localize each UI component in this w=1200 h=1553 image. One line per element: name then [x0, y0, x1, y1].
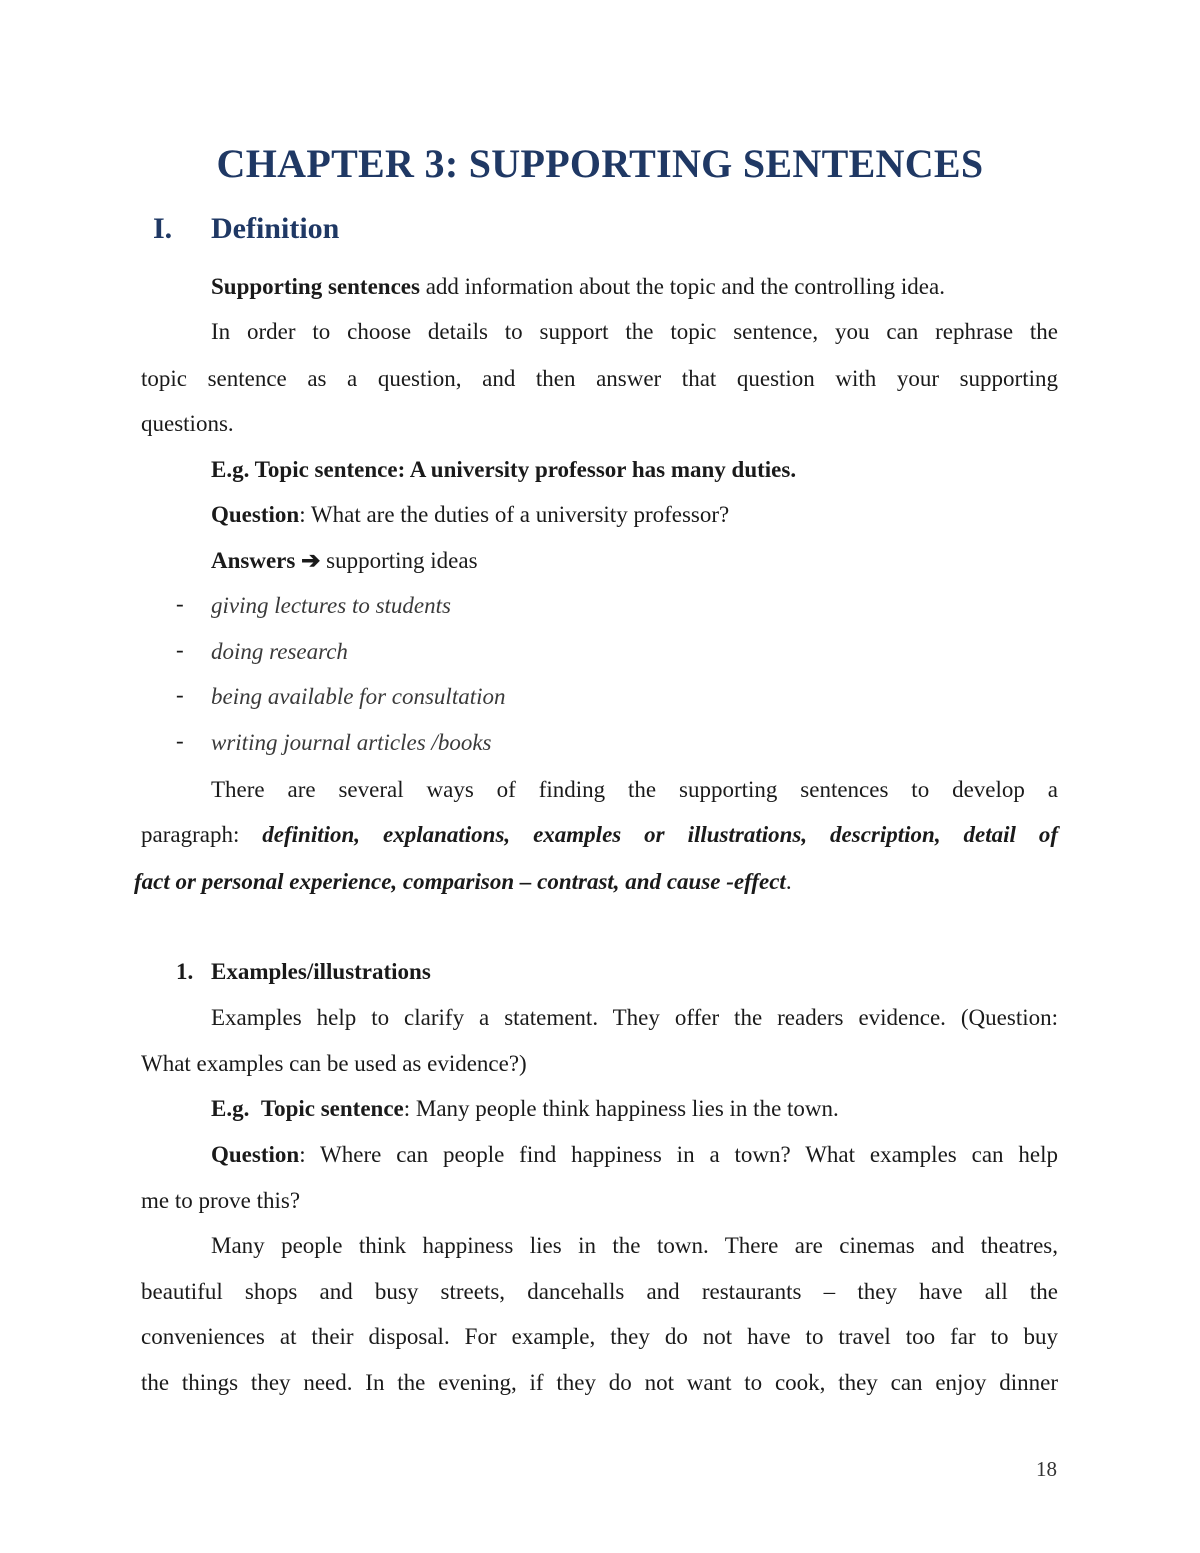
ways-methods: definition, explanations, examples or illustrations, description, detail of	[262, 822, 1058, 847]
paragraph-line: me to prove this?	[141, 1188, 301, 1213]
paragraph-line: Many people think happiness lies in the town. There are cinemas and theatres,	[211, 1233, 1058, 1258]
paragraph-line: Examples help to clarify a statement. They offer the readers evidence. (Question:	[211, 1005, 1058, 1030]
definition-lead: Supporting sentences	[211, 274, 420, 299]
chapter-title: CHAPTER 3: SUPPORTING SENTENCES	[216, 141, 984, 186]
list-item: writing journal articles /books	[211, 730, 492, 755]
bullet-dash: -	[176, 728, 184, 753]
definition-sentence	[211, 272, 945, 302]
paragraph-line: In order to choose details to support the topic sentence, you can rephrase the	[211, 319, 1058, 344]
paragraph-line: There are several ways of finding the supporting sentences to develop a	[211, 777, 1058, 802]
list-item: giving lectures to students	[211, 593, 451, 618]
subsection-number: 1.	[176, 959, 194, 984]
example-question	[211, 1140, 1058, 1170]
section-number: I.	[153, 212, 173, 245]
section-heading: Definition	[211, 212, 340, 245]
answers-label: Answers	[211, 548, 296, 573]
example-topic-sentence	[211, 1094, 839, 1124]
paragraph-line	[141, 820, 1058, 850]
eg-label: E.g.	[211, 1096, 250, 1121]
paragraph-line: topic sentence as a question, and then answer that question with your supporting	[141, 366, 1058, 391]
question-label: Question	[211, 1142, 300, 1167]
definition-rest: add information about the topic and the controlling idea.	[419, 274, 945, 299]
paragraph-line	[134, 867, 792, 897]
ways-methods: fact or personal experience, comparison – contrast, and cause -effect	[134, 869, 786, 894]
question-label: Question	[211, 502, 300, 527]
subsection-heading: Examples/illustrations	[211, 959, 431, 984]
list-item: doing research	[211, 639, 348, 664]
page-number: 18	[1036, 1457, 1057, 1481]
paragraph-line: conveniences at their disposal. For example, they do not have to travel too far to buy	[141, 1324, 1058, 1349]
arrow-right-icon: ➔	[301, 548, 321, 573]
bullet-dash: -	[176, 682, 184, 707]
question-text: : What are the duties of a university professor?	[299, 502, 730, 527]
paragraph-line: the things they need. In the evening, if they do not want to cook, they can enjoy dinner	[141, 1370, 1058, 1395]
paragraph-line: beautiful shops and busy streets, dancehalls and restaurants – they have all the	[141, 1279, 1058, 1304]
ways-end: .	[785, 869, 792, 894]
example-topic-sentence: E.g. Topic sentence: A university professor has many duties.	[211, 457, 797, 482]
answers-line	[211, 546, 478, 576]
paragraph-line: questions.	[141, 411, 234, 436]
topic-label: Topic sentence	[260, 1096, 404, 1121]
question-text: : Where can people find happiness in a town? What examples can help	[299, 1142, 1058, 1167]
bullet-dash: -	[176, 591, 184, 616]
example-question	[211, 500, 729, 530]
paragraph-line: What examples can be used as evidence?)	[141, 1051, 527, 1076]
bullet-dash: -	[176, 637, 184, 662]
ways-plain: paragraph:	[141, 822, 263, 847]
list-item: being available for consultation	[211, 684, 506, 709]
topic-text: : Many people think happiness lies in the town.	[403, 1096, 839, 1121]
answers-text: supporting ideas	[320, 548, 478, 573]
